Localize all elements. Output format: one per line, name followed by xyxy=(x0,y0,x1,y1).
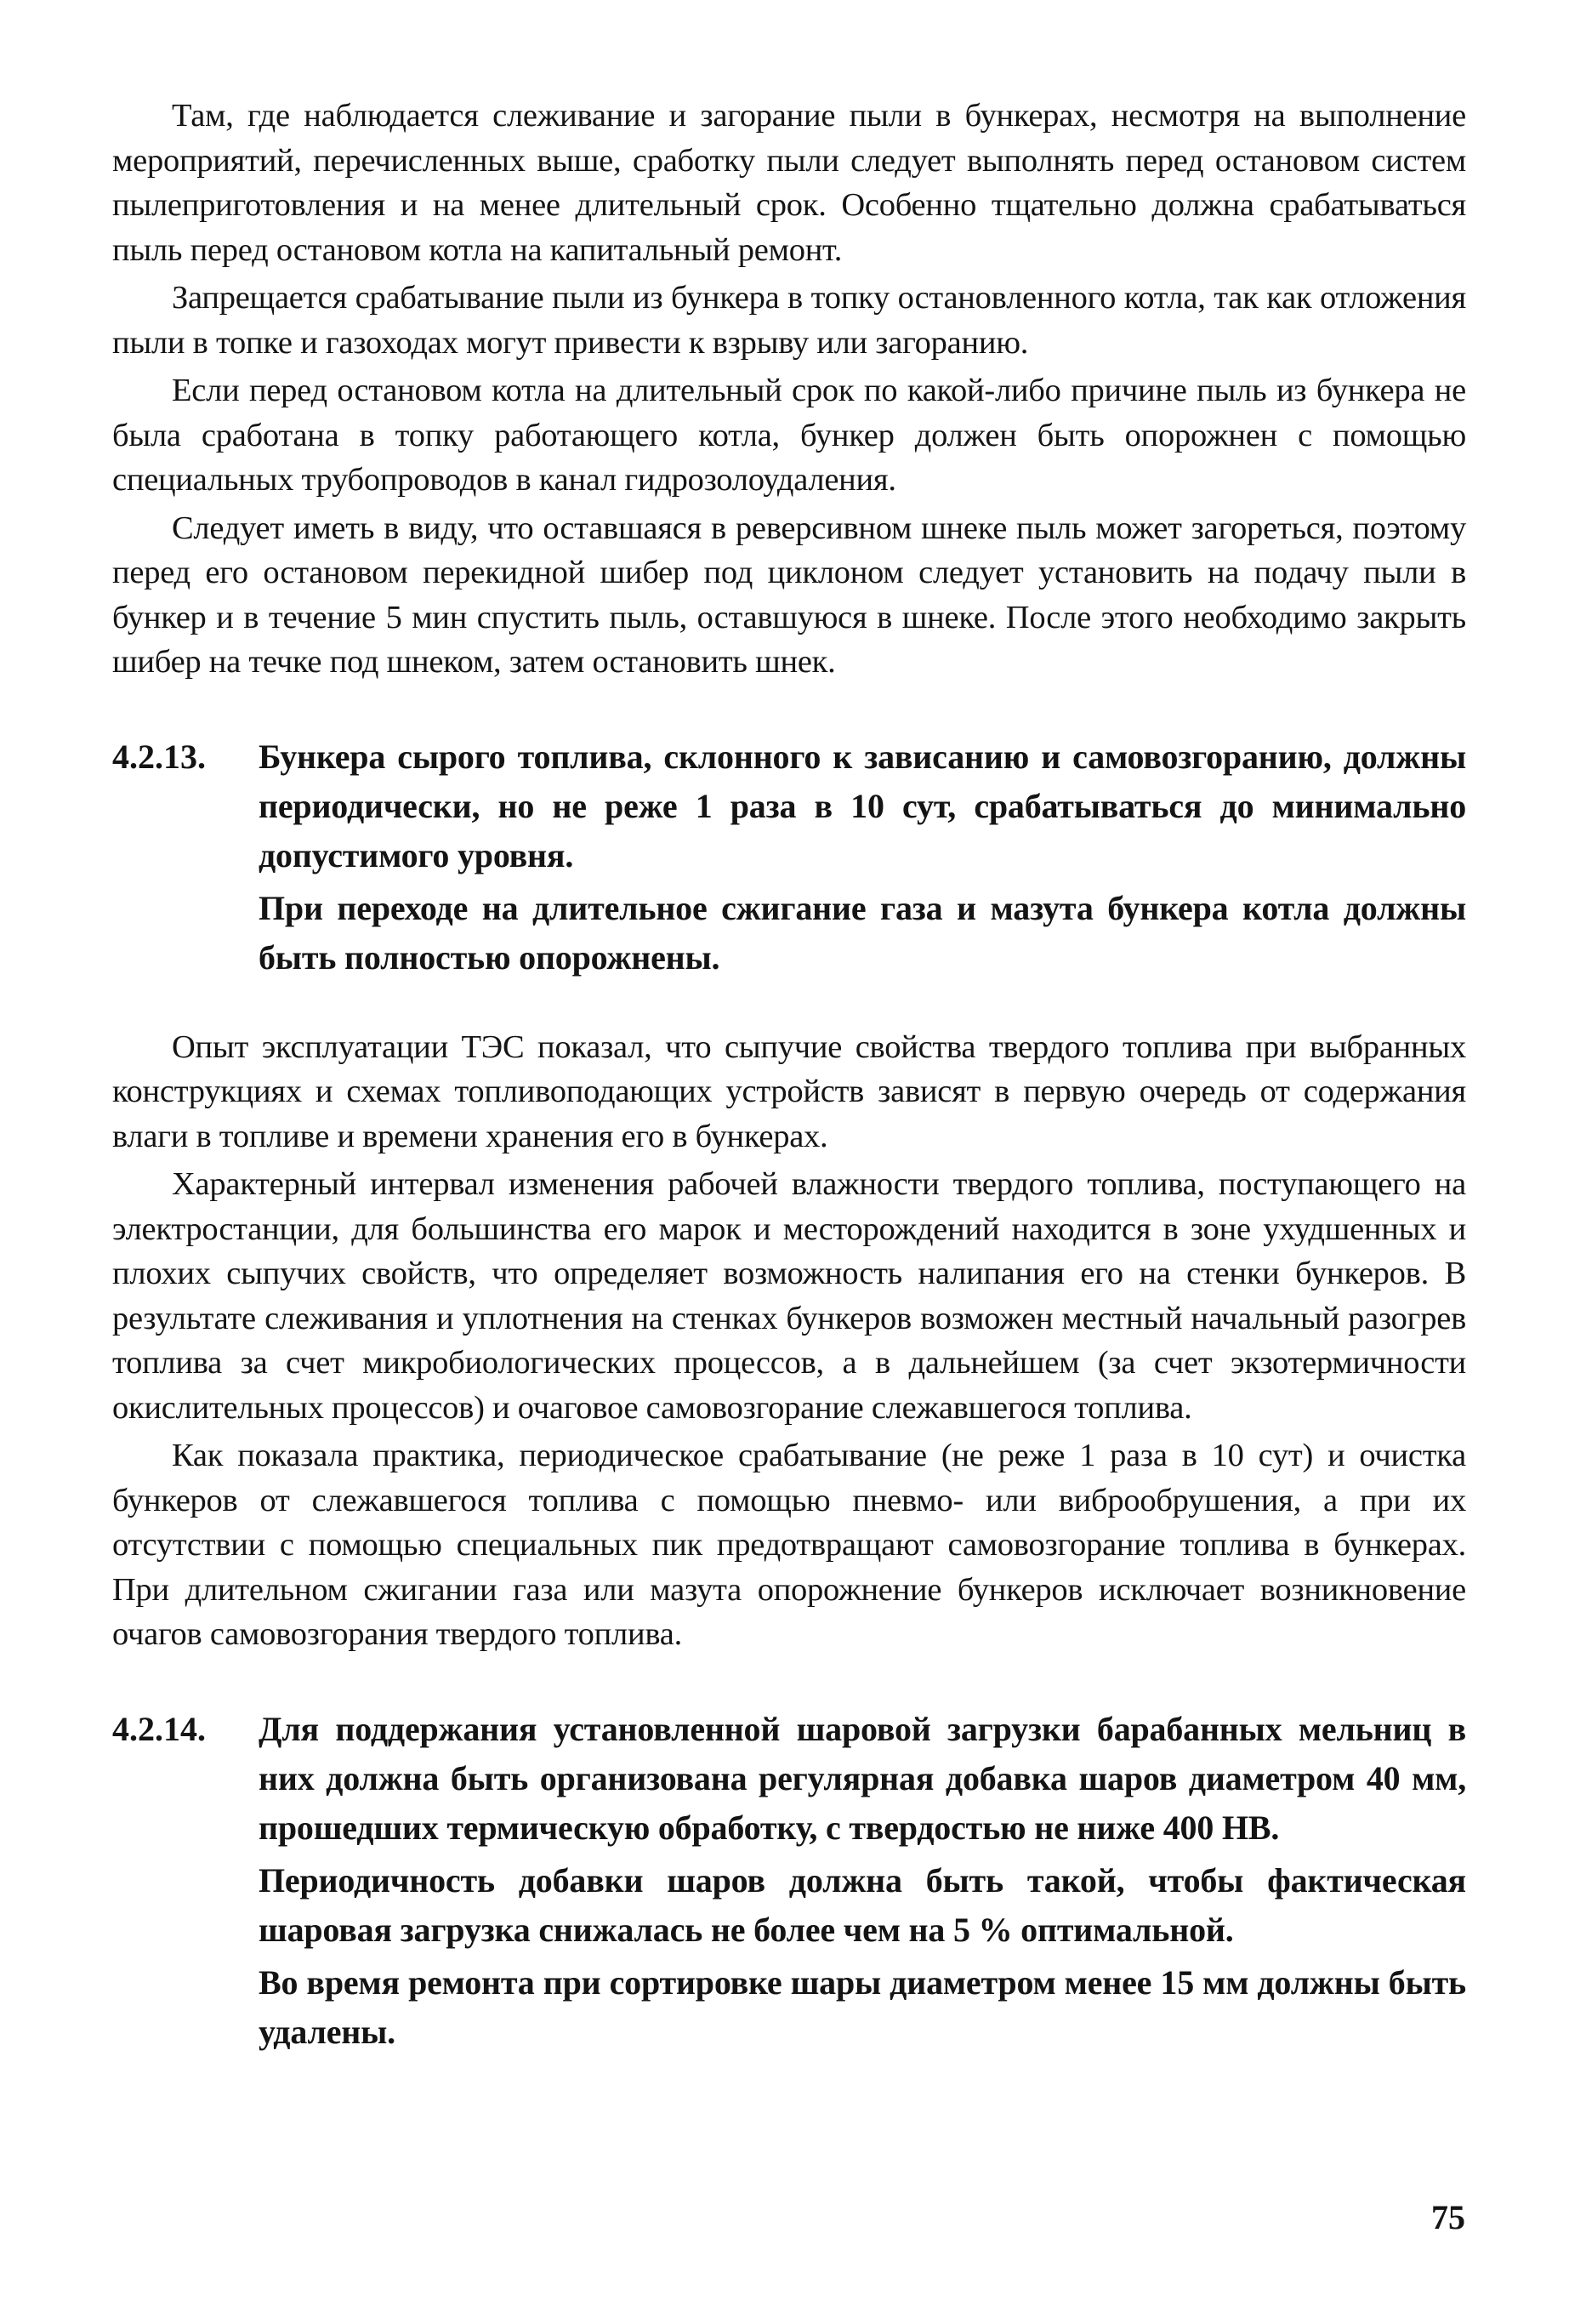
section-rule-text: Бункера сырого топлива, склонного к зависанию и самовозгоранию, должны периодически, но не реже 1 раза в 10 сут, срабатываться до минимально допустимого уровня. xyxy=(259,737,1466,874)
section-4-2-14 xyxy=(112,1705,1466,2057)
paragraph: Характерный интервал изменения рабочей влажности твердого топлива, поступающего на электростанции, для большинства его марок и месторождений находится в зоне ухудшенных и плохих сыпучих свойств, что определяет возможность налипания его на стенки бункеров. В результате слеживания и уплотнения на стенках бункеров возможен местный начальный разогрев топлива за счет микробиологических процессов, а в дальнейшем (за счет экзотермичности окислительных процессов) и очаговое самовозгорание слежавшегося топлива. xyxy=(112,1166,1466,1426)
intro-block xyxy=(112,94,1466,685)
document-page xyxy=(112,94,1466,2057)
paragraph: Как показала практика, периодическое срабатывание (не реже 1 раза в 10 сут) и очистка бункеров от слежавшегося топлива с помощью пневмо- или виброобрушения, а при их отсутствии с помощью специальных пик предотвращают самовозгорание топлива в бункерах. При длительном сжигании газа или мазута опорожнение бункеров исключает возникновение очагов самовозгорания твердого топлива. xyxy=(112,1438,1466,1652)
paragraph: Если перед остановом котла на длительный срок по какой-либо причине пыль из бункера не была сработана в топку работающего котла, бункер должен быть опорожнен с помощью специальных трубопроводов в канал гидрозолоудаления. xyxy=(112,373,1466,498)
section-number: 4.2.14. xyxy=(112,1709,206,1748)
paragraph: Следует иметь в виду, что оставшаяся в реверсивном шнеке пыль может загореться, поэтому перед его остановом перекидной шибер под циклоном следует установить на подачу пыли в бункер и в течение 5 мин спустить пыль, оставшуюся в шнеке. После этого необходимо закрыть шибер на течке под шнеком, затем остановить шнек. xyxy=(112,510,1466,680)
commentary-4-2-13 xyxy=(112,1025,1466,1657)
section-rule-text: Во время ремонта при сортировке шары диаметром менее 15 мм должны быть удалены. xyxy=(259,1962,1466,2051)
paragraph: Запрещается срабатывание пыли из бункера в топку остановленного котла, так как отложения пыли в топке и газоходах могут привести к взрыву или загоранию. xyxy=(112,280,1466,361)
section-number: 4.2.13. xyxy=(112,737,206,776)
section-rule-text: Для поддержания установленной шаровой загрузки барабанных мельниц в них должна быть организована регулярная добавка шаров диаметром 40 мм, прошедших термическую обработку, с твердостью не ниже 400 НВ. xyxy=(259,1709,1466,1847)
section-4-2-13 xyxy=(112,732,1466,983)
paragraph: Опыт эксплуатации ТЭС показал, что сыпучие свойства твердого топлива при выбранных конструкциях и схемах топливоподающих устройств зависят в первую очередь от содержания влаги в топливе и времени хранения его в бункерах. xyxy=(112,1028,1466,1154)
page-number: 75 xyxy=(1431,2198,1465,2236)
section-rule-text: При переходе на длительное сжигание газа и мазута бункера котла должны быть полностью опорожнены. xyxy=(259,888,1466,977)
paragraph: Там, где наблюдается слеживание и загорание пыли в бункерах, несмотря на выполнение мероприятий, перечисленных выше, сработку пыли следует выполнять перед остановом систем пылеприготовления и на менее длительный срок. Особенно тщательно должна срабатываться пыль перед остановом котла на капитальный ремонт. xyxy=(112,98,1466,268)
section-rule-text: Периодичность добавки шаров должна быть такой, чтобы фактическая шаровая загрузка снижалась не более чем на 5 % оптимальной. xyxy=(259,1860,1466,1949)
